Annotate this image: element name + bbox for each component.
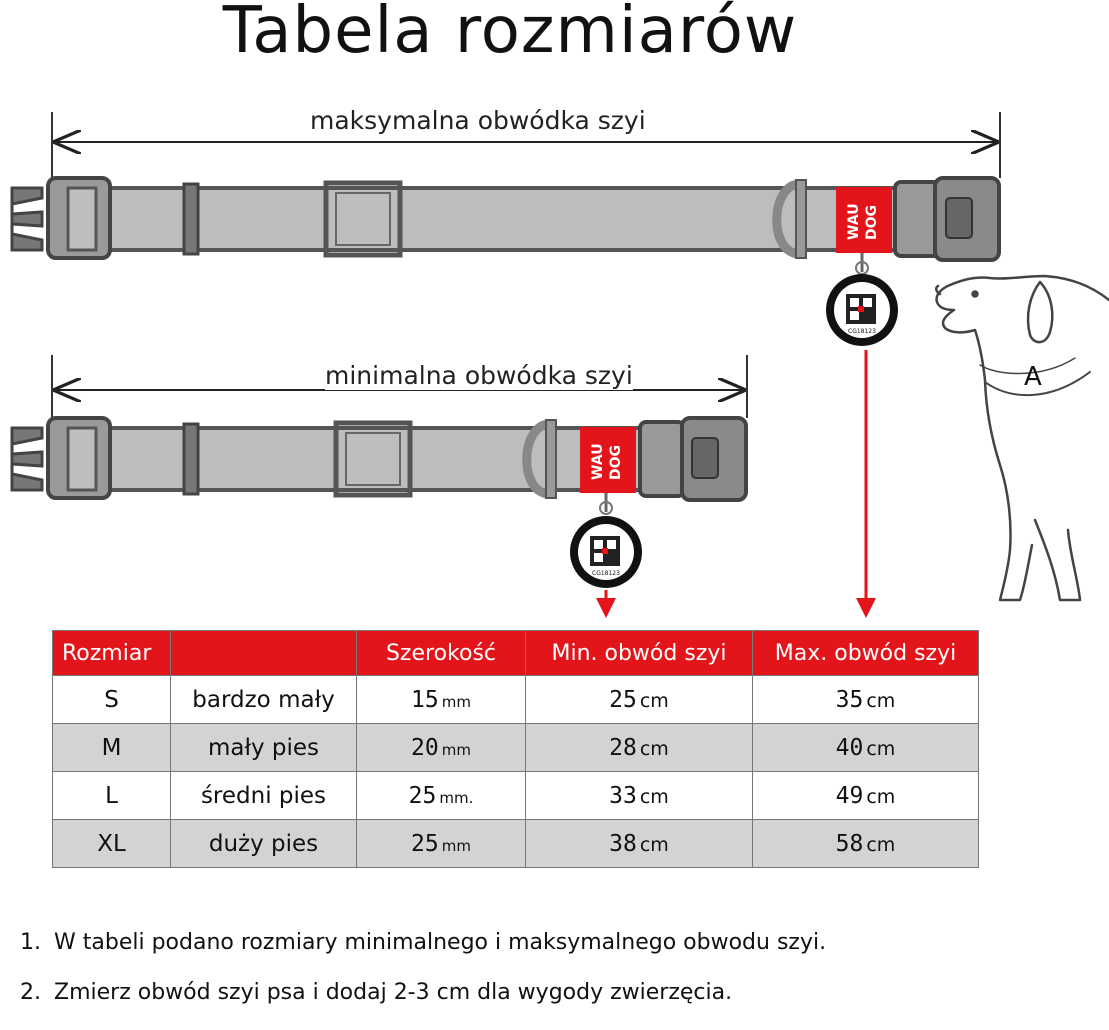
size-cell: M <box>53 724 171 772</box>
width-value: 20 <box>411 734 439 761</box>
header-size: Rozmiar <box>53 631 171 676</box>
width-cell <box>357 676 526 724</box>
max-cell <box>753 724 979 772</box>
max-cell <box>753 676 979 724</box>
table-row <box>53 772 979 820</box>
qr-caption-max: CG18123 <box>848 328 876 335</box>
description-cell: średni pies <box>171 772 357 820</box>
page-title: Tabela rozmiarów <box>222 0 798 68</box>
max-unit: cm <box>866 833 896 856</box>
table-row <box>53 724 979 772</box>
min-cell <box>526 820 753 868</box>
min-neck-label: minimalna obwódka szyi <box>325 361 633 390</box>
max-cell <box>753 772 979 820</box>
note-text: Zmierz obwód szyi psa i dodaj 2-3 cm dla wygody zwierzęcia. <box>54 980 733 1005</box>
max-unit: cm <box>866 785 896 808</box>
collar-min <box>12 418 746 618</box>
dog-illustration <box>936 276 1109 600</box>
width-unit: mm <box>441 692 471 711</box>
max-unit: cm <box>866 689 896 712</box>
min-value: 38 <box>609 830 637 857</box>
tag-text-max-2: DOG <box>864 204 880 240</box>
size-table <box>52 630 979 868</box>
description-cell: duży pies <box>171 820 357 868</box>
min-value: 25 <box>609 686 637 713</box>
max-value: 49 <box>835 782 864 809</box>
width-unit: mm <box>441 740 471 759</box>
width-value: 25 <box>411 830 439 857</box>
width-value: 15 <box>411 686 439 713</box>
max-neck-label: maksymalna obwódka szyi <box>310 106 646 135</box>
header-max-neck: Max. obwód szyi <box>753 631 979 676</box>
min-value: 33 <box>609 782 637 809</box>
max-unit: cm <box>866 737 896 760</box>
note-number: 1. <box>20 930 41 955</box>
table-header-row <box>53 631 979 676</box>
size-cell: L <box>53 772 171 820</box>
min-value: 28 <box>609 734 637 761</box>
note-text: W tabeli podano rozmiary minimalnego i maksymalnego obwodu szyi. <box>54 930 827 955</box>
width-unit: mm. <box>439 788 474 807</box>
dog-neck-label: A <box>1024 362 1042 392</box>
width-cell <box>357 724 526 772</box>
table-row <box>53 676 979 724</box>
note-number: 2. <box>20 980 41 1005</box>
table-row <box>53 820 979 868</box>
min-unit: cm <box>639 785 669 808</box>
tag-text-min-1: WAU <box>590 443 606 480</box>
note-item <box>20 980 826 1030</box>
note-item <box>20 930 826 980</box>
collar-max <box>12 178 999 618</box>
min-unit: cm <box>639 737 669 760</box>
size-cell: XL <box>53 820 171 868</box>
tag-text-min-2: DOG <box>608 444 624 480</box>
tag-text-max-1: WAU <box>846 203 862 240</box>
max-value: 58 <box>835 830 864 857</box>
size-cell: S <box>53 676 171 724</box>
header-description <box>171 631 357 676</box>
max-value: 35 <box>835 686 864 713</box>
header-min-neck: Min. obwód szyi <box>526 631 753 676</box>
min-cell <box>526 676 753 724</box>
min-unit: cm <box>639 689 669 712</box>
width-value: 25 <box>408 782 437 809</box>
description-cell: bardzo mały <box>171 676 357 724</box>
width-cell <box>357 820 526 868</box>
min-unit: cm <box>639 833 669 856</box>
notes-list <box>20 930 826 1030</box>
width-cell <box>357 772 526 820</box>
description-cell: mały pies <box>171 724 357 772</box>
qr-caption-min: CG18123 <box>592 570 620 577</box>
min-cell <box>526 724 753 772</box>
width-unit: mm <box>441 836 471 855</box>
max-cell <box>753 820 979 868</box>
min-cell <box>526 772 753 820</box>
max-value: 40 <box>835 734 864 761</box>
header-width: Szerokość <box>357 631 526 676</box>
